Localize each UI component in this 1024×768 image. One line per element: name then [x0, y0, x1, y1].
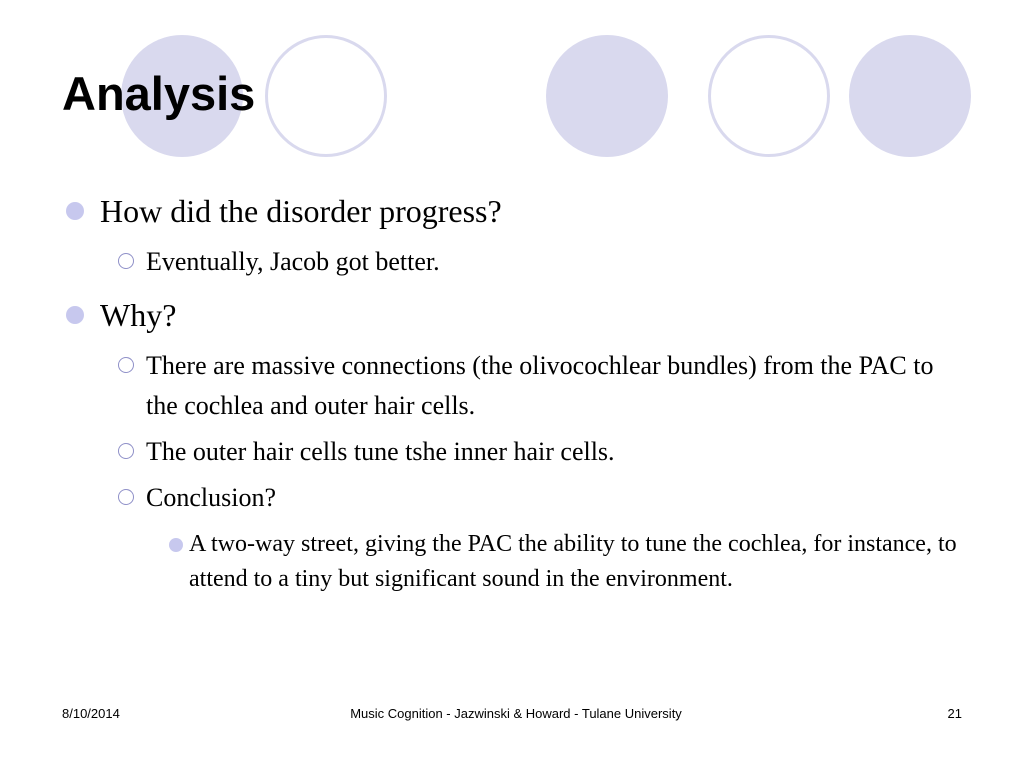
- bullet-text: How did the disorder progress?: [100, 193, 502, 229]
- footer-date: 8/10/2014: [62, 706, 120, 721]
- slide-title: Analysis: [62, 67, 256, 120]
- bullet-item: [146, 242, 976, 282]
- bullet-text: The outer hair cells tune tshe inner hair cells.: [146, 437, 615, 466]
- bullet-item: [100, 191, 980, 231]
- disc-bullet-icon: [66, 202, 84, 220]
- bullet-text: Conclusion?: [146, 483, 276, 512]
- bullet-item: [189, 527, 979, 597]
- disc-bullet-icon: [169, 538, 183, 552]
- ring-bullet-icon: [118, 357, 134, 373]
- footer-center-text: Music Cognition - Jazwinski & Howard - Tulane University: [350, 706, 682, 721]
- bullet-text: Why?: [100, 297, 177, 333]
- bullet-item: [100, 295, 980, 335]
- bullet-text: There are massive connections (the olivocochlear bundles) from the PAC to the cochlea and outer hair cells.: [146, 351, 934, 420]
- footer-page-number: 21: [947, 706, 962, 721]
- ring-bullet-icon: [118, 489, 134, 505]
- bullet-text: Eventually, Jacob got better.: [146, 247, 440, 276]
- bullet-text: A two-way street, giving the PAC the ability to tune the cochlea, for instance, to attend to a tiny but significant sound in the environment.: [189, 531, 957, 592]
- ring-bullet-icon: [118, 443, 134, 459]
- disc-bullet-icon: [66, 306, 84, 324]
- bullet-item: [146, 478, 976, 518]
- ring-bullet-icon: [118, 253, 134, 269]
- bullet-item: [146, 432, 976, 472]
- bullet-item: [146, 346, 946, 426]
